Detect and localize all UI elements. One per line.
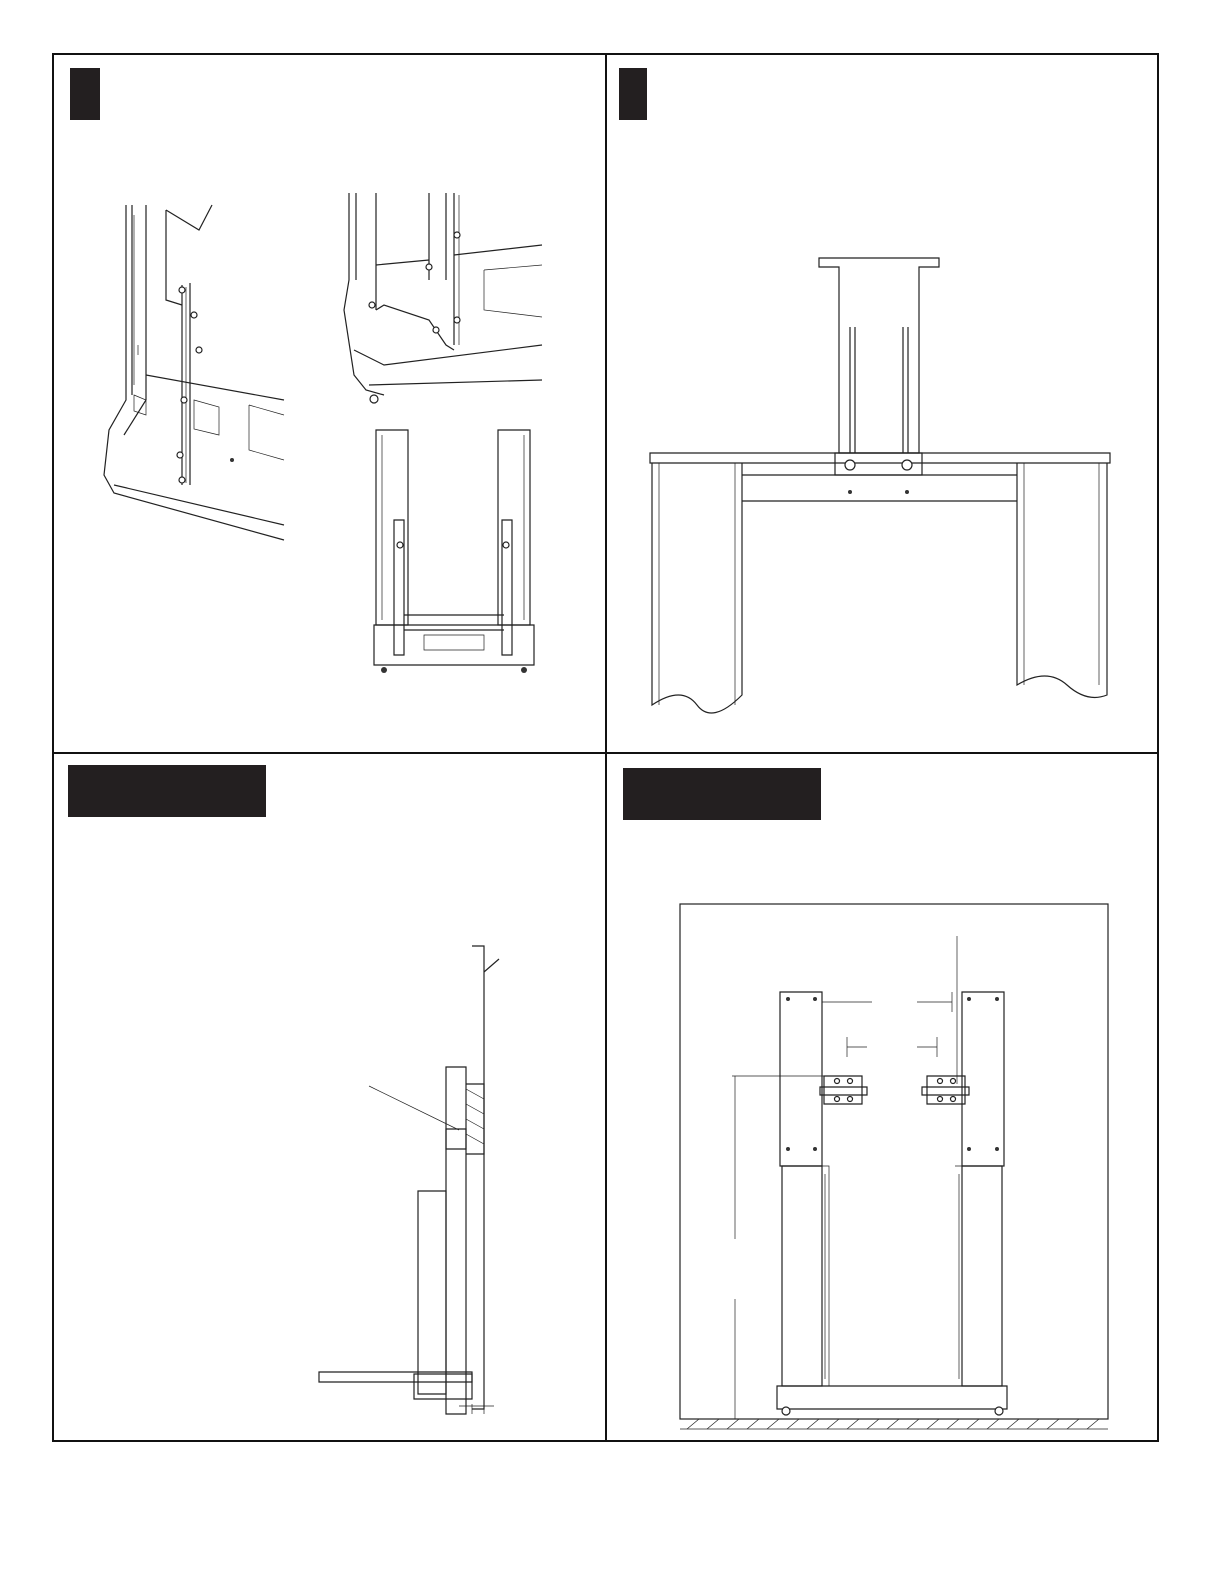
- panel-b-illustrations: [607, 55, 1159, 752]
- perspective-column-close-up-icon: [104, 205, 284, 540]
- panel-a-illustrations: [54, 55, 605, 752]
- panel-c-illustrations: [54, 754, 605, 1440]
- panel-step-a: [54, 55, 605, 752]
- panel-step-c: [54, 754, 605, 1440]
- panel-step-b: [607, 55, 1159, 752]
- front-view-wall-bracket-height-icon: [680, 904, 1108, 1429]
- perspective-base-corner-icon: [344, 193, 542, 403]
- panel-step-d: [607, 754, 1159, 1440]
- side-view-wall-clearance-icon: [319, 946, 499, 1414]
- top-bracket-front-view-icon: [650, 258, 1110, 713]
- panel-d-illustrations: [607, 754, 1159, 1440]
- front-stand-elevation-icon: [374, 430, 534, 673]
